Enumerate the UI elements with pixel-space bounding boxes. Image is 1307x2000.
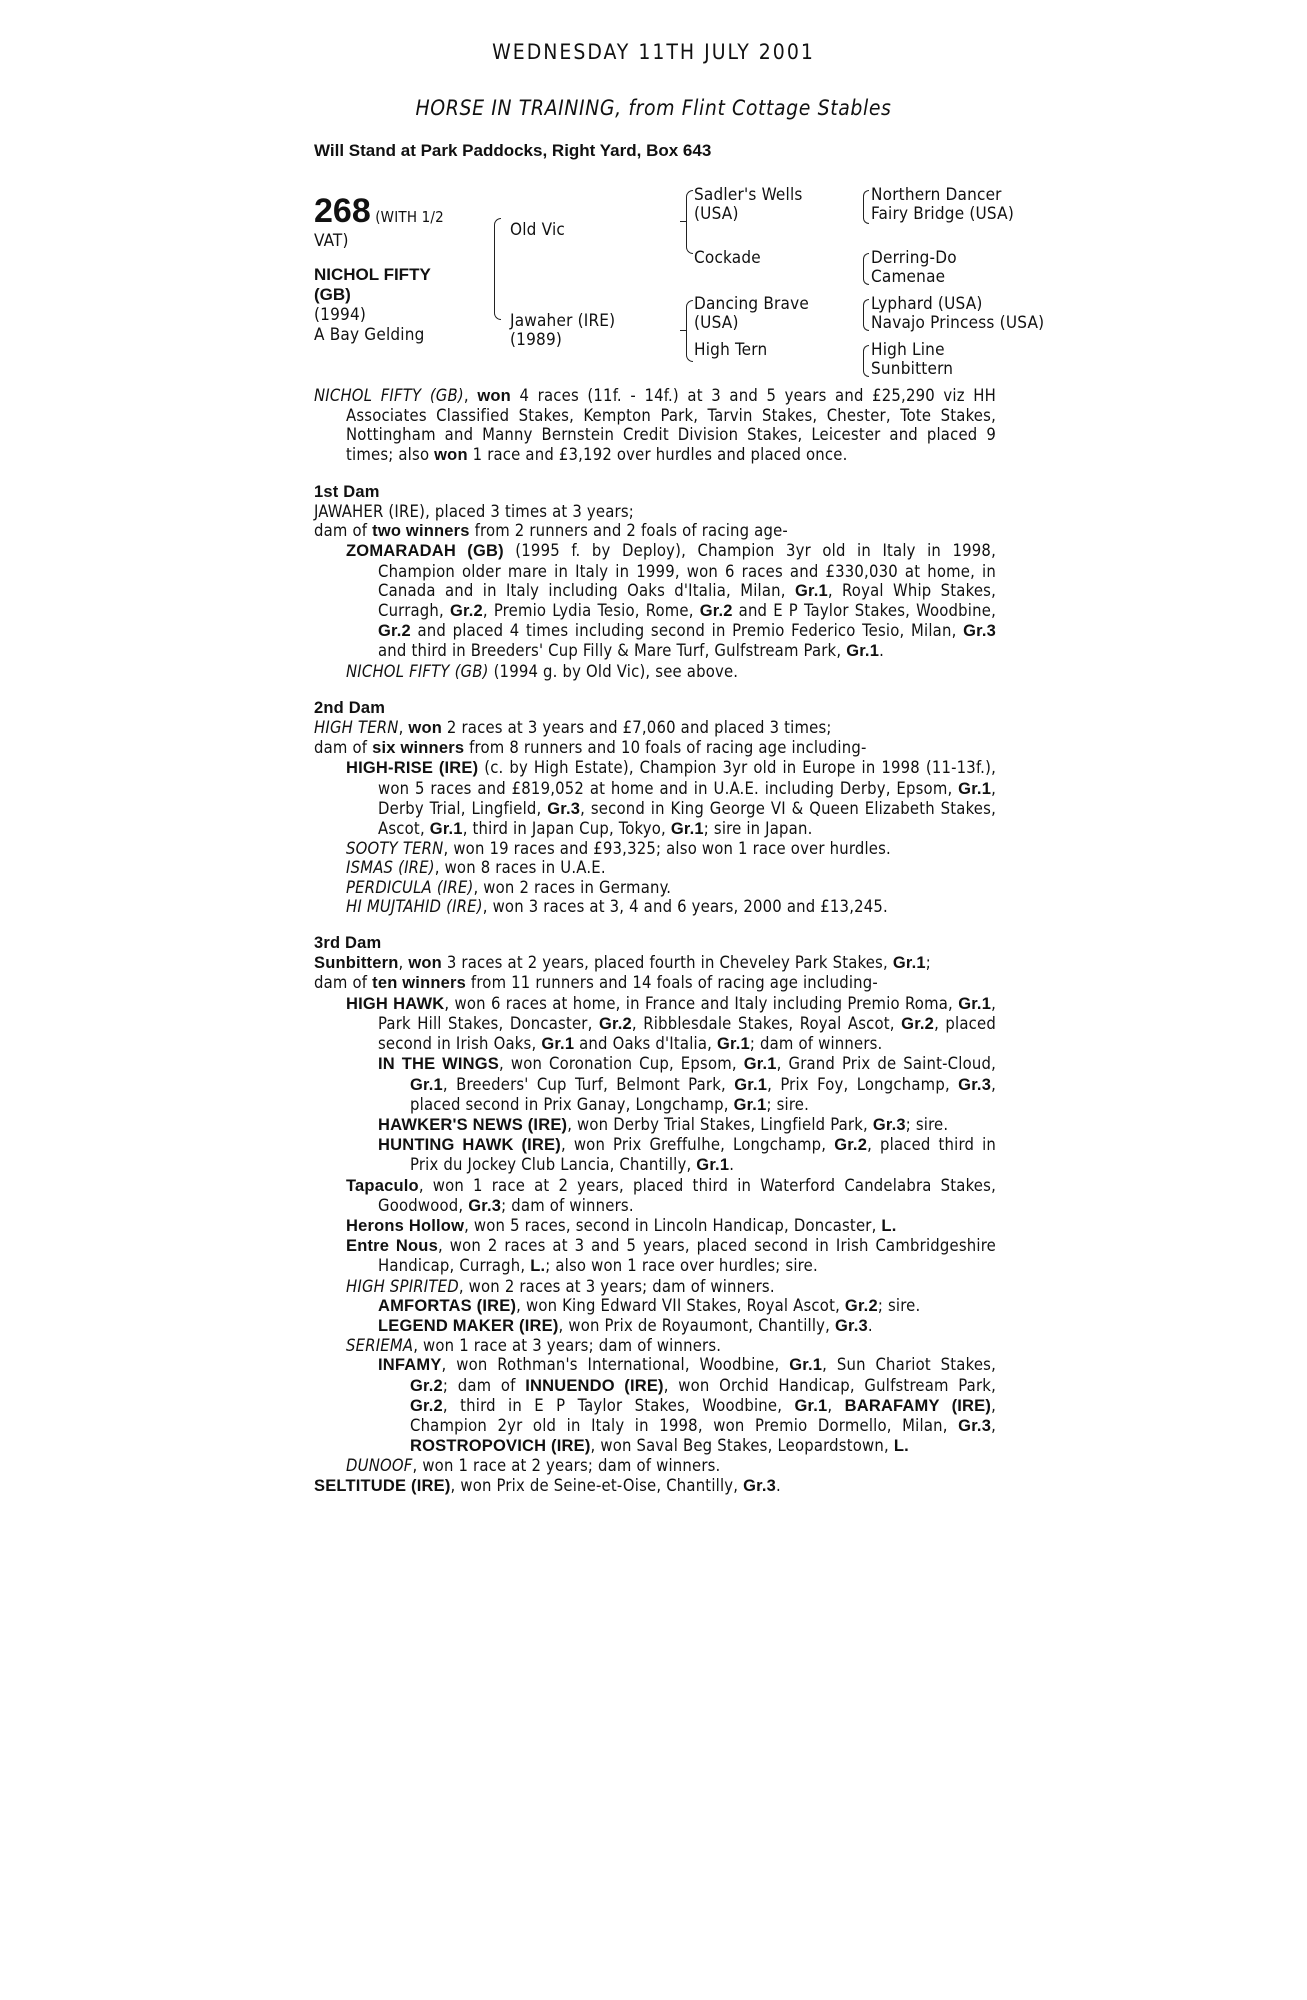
text: dam of	[314, 973, 373, 993]
text: , won 6 races at home, in France and Italy including Premio Roma,	[444, 993, 959, 1013]
text: , won King Edward VII Stakes, Royal Ascot,	[516, 1295, 845, 1315]
produce-infamy	[314, 1355, 996, 1456]
grade: Gr.2	[598, 1014, 632, 1033]
catalogue-text	[314, 386, 996, 1496]
text: 2 races at 3 years and £7,060 and placed 3 times;	[442, 718, 832, 738]
won-label: won	[434, 445, 468, 464]
dam-name: Sunbittern	[314, 954, 399, 973]
text: , won 5 races, second in Lincoln Handicap, Doncaster,	[464, 1215, 882, 1235]
record-text: 4 races (11f. - 14f.) at 3 and 5 years and £25,290 viz HH Associates Classified Stakes, Kempton Park, Tarvin Stakes, Chester, Tote Stakes, Nottingham and Manny Bernstein Credit Division Stakes, Leicester and placed 9 times; also	[346, 386, 996, 464]
text: (c. by High Estate), Champion 3yr old in Europe in 1998 (11-13f.), won 5 races and £819,052 at home and in U.A.E. including Derby, Epsom,	[378, 758, 996, 798]
grade: Gr.3	[958, 1075, 992, 1094]
grade: Gr.2	[901, 1014, 935, 1033]
third-dam-produce	[314, 973, 996, 993]
produce-name: IN THE WINGS	[378, 1055, 500, 1074]
produce-hawkers-news	[314, 1115, 996, 1135]
grade: Gr.1	[696, 1156, 730, 1175]
produce-name: HUNTING HAWK (IRE)	[378, 1136, 561, 1155]
grade: Gr.3	[958, 1416, 992, 1435]
pedigree-g3-7: High Line	[871, 340, 945, 360]
listed-grade: L.	[530, 1257, 546, 1276]
produce-name: HI MUJTAHID (IRE)	[346, 896, 483, 916]
grade: Gr.2	[844, 1296, 878, 1315]
listed-grade: L.	[881, 1216, 897, 1235]
brace-point	[680, 221, 686, 222]
brace-dam-side	[686, 300, 693, 362]
lot-number: 268	[314, 192, 371, 230]
third-dam-heading: 3rd Dam	[314, 934, 382, 953]
brace-g3	[863, 299, 869, 331]
text: .	[776, 1475, 781, 1495]
grade: Gr.3	[547, 799, 581, 818]
text: , won 8 races in U.A.E.	[434, 858, 606, 878]
produce-name: HAWKER'S NEWS (IRE)	[378, 1115, 568, 1134]
text: ,	[827, 1395, 845, 1415]
text: , third in E P Taylor Stakes, Woodbine,	[442, 1395, 795, 1415]
text: , won Derby Trial Stakes, Lingfield Park,	[567, 1114, 873, 1134]
first-dam-heading: 1st Dam	[314, 482, 380, 501]
text: , won 2 races in Germany.	[473, 877, 672, 897]
text: , won Prix Greffulhe, Longchamp,	[560, 1135, 835, 1155]
text: , won Rothman's International, Woodbine,	[441, 1355, 790, 1375]
text: , placed second in Irish Oaks,	[378, 1013, 996, 1054]
text: ;	[925, 953, 931, 973]
pedigree-dam-year: (1989)	[510, 330, 563, 350]
lot-vat-note: (WITH 1/2	[375, 208, 444, 226]
text: , placed third in Prix du Jockey Club Lancia, Chantilly,	[410, 1135, 997, 1175]
produce-high-rise	[314, 758, 996, 839]
grade: Gr.3	[834, 1316, 868, 1335]
grade: Gr.2	[378, 622, 411, 641]
race-record: NICHOL FIFTY (GB), won 4 races (11f. - 14f.) at 3 and 5 years and £25,290 viz HH Associates Classified Stakes, Kempton Park, Tarvin Stakes, Chester, Tote Stakes, Nottingham and Manny Bernstein Credit Division Stakes, Leicester and placed 9 times; also won 1 race and £3,192 over hurdles and placed once.	[314, 386, 996, 464]
produce-name: Herons Hollow	[346, 1216, 465, 1235]
text: , won 19 races and £93,325; also won 1 race over hurdles.	[443, 839, 891, 859]
pedigree-g3-4: Camenae	[871, 267, 946, 287]
produce-herons-hollow	[314, 1216, 996, 1236]
produce-name: Tapaculo	[346, 1176, 419, 1195]
text: , won 1 race at 3 years; dam of winners.	[413, 1336, 722, 1356]
brace-sire-side	[686, 190, 693, 254]
produce-name: NICHOL FIFTY (GB)	[346, 661, 489, 681]
grade: Gr.1	[733, 1095, 767, 1114]
grade: Gr.1	[958, 994, 992, 1013]
produce-name: PERDICULA (IRE)	[346, 877, 474, 897]
pedigree-g3-6: Navajo Princess (USA)	[871, 313, 1045, 333]
text: dam of	[314, 738, 373, 758]
horse-name-ref: NICHOL FIFTY (GB)	[314, 386, 464, 405]
text: , second in King George VI & Queen Elizabeth Stakes, Ascot,	[378, 798, 996, 839]
produce-sooty-tern	[314, 839, 996, 858]
brace-g3	[863, 190, 869, 224]
grade: Gr.1	[794, 1396, 828, 1415]
produce-name: SOOTY TERN	[346, 839, 444, 859]
text: , won Saval Beg Stakes, Leopardstown,	[590, 1436, 894, 1456]
produce-high-spirited	[314, 1277, 996, 1296]
pedigree-g3-3: Derring-Do	[871, 248, 957, 268]
text: ; sire.	[877, 1295, 921, 1315]
text: dam of	[314, 521, 373, 541]
text: and placed 4 times including second in Premio Federico Tesio, Milan,	[410, 621, 964, 641]
produce-name: DUNOOF	[346, 1456, 413, 1476]
produce-seriema	[314, 1336, 996, 1355]
grade: Gr.2	[410, 1396, 443, 1415]
pedigree-dam-dam: High Tern	[694, 340, 768, 360]
produce-name: LEGEND MAKER (IRE)	[378, 1316, 559, 1335]
text: ; sire in Japan.	[703, 819, 813, 839]
grade: Gr.1	[410, 1075, 443, 1094]
text: , won 3 races at 3, 4 and 6 years, 2000 and £13,245.	[482, 896, 888, 916]
produce-name: BARAFAMY (IRE)	[844, 1396, 992, 1415]
horse-name: NICHOL FIFTY	[314, 265, 431, 284]
text: , won Orchid Handicap, Gulfstream Park,	[663, 1375, 996, 1395]
text: and E P Taylor Stakes, Woodbine,	[732, 601, 996, 621]
produce-name: ISMAS (IRE)	[346, 858, 435, 878]
grade: Gr.3	[872, 1115, 906, 1134]
text: , Prix Foy, Longchamp,	[767, 1074, 959, 1094]
produce-hunting-hawk	[314, 1135, 996, 1175]
text: from 11 runners and 14 foals of racing age including-	[466, 973, 878, 993]
text: , placed second in Prix Ganay, Longchamp,	[410, 1074, 996, 1114]
winners-count: two winners	[372, 522, 470, 541]
pedigree-sire-sire-country: (USA)	[694, 204, 739, 224]
text: , Derby Trial, Lingfield,	[378, 778, 996, 818]
text: (1994 g. by Old Vic), see above.	[488, 661, 739, 681]
text: , Breeders' Cup Turf, Belmont Park,	[442, 1074, 735, 1094]
grade: Gr.1	[789, 1356, 823, 1375]
text: , won 1 race at 2 years, placed third in Waterford Candelabra Stakes, Goodwood,	[378, 1175, 996, 1215]
produce-name: SERIEMA	[346, 1336, 414, 1356]
produce-legend-maker	[314, 1316, 996, 1336]
grade: Gr.1	[734, 1075, 768, 1094]
produce-name: HIGH SPIRITED	[346, 1276, 459, 1296]
grade: Gr.2	[699, 602, 733, 621]
grade: Gr.1	[958, 779, 992, 798]
text: , won Coronation Cup, Epsom,	[499, 1054, 744, 1074]
text: and third in Breeders' Cup Filly & Mare Turf, Gulfstream Park,	[378, 641, 847, 661]
text: ; sire.	[766, 1094, 810, 1114]
produce-nichol-fifty	[314, 662, 996, 681]
produce-entre-nous	[314, 1236, 996, 1276]
pedigree-sire-dam: Cockade	[694, 248, 761, 268]
text: ; dam of winners.	[749, 1034, 883, 1054]
produce-perdicula	[314, 878, 996, 897]
text: ; dam of winners.	[501, 1195, 634, 1215]
grade: Gr.1	[670, 820, 704, 839]
won-label: won	[477, 387, 511, 405]
produce-name: ZOMARADAH (GB)	[346, 542, 504, 561]
text: 3 races at 2 years, placed fourth in Cheveley Park Stakes,	[441, 953, 893, 973]
text: , Royal Whip Stakes, Curragh,	[378, 580, 996, 621]
text: .	[729, 1155, 735, 1175]
grade: Gr.2	[410, 1376, 443, 1395]
text: ; also won 1 race over hurdles; sire.	[545, 1256, 818, 1276]
produce-zomaradah	[314, 541, 996, 661]
pedigree-g3-2: Fairy Bridge (USA)	[871, 204, 1014, 224]
first-dam-line: JAWAHER (IRE), placed 3 times at 3 years;	[314, 502, 634, 522]
won-label: won	[408, 954, 442, 973]
text: .	[867, 1315, 873, 1335]
pedigree-g3-8: Sunbittern	[871, 359, 954, 379]
text: from 2 runners and 2 foals of racing age-	[469, 521, 788, 541]
pedigree-dam-sire: Dancing Brave	[694, 294, 809, 314]
text: , third in Japan Cup, Tokyo,	[462, 819, 671, 839]
winners-count: six winners	[372, 739, 465, 758]
third-dam-line: Sunbittern, won 3 races at 2 years, placed fourth in Cheveley Park Stakes, Gr.1;	[314, 953, 931, 973]
consignor-subtitle: HORSE IN TRAINING, from Flint Cottage Stables	[415, 96, 892, 120]
brace-g3	[863, 345, 869, 377]
produce-name: AMFORTAS (IRE)	[378, 1296, 517, 1315]
produce-dunoof	[314, 1456, 996, 1475]
produce-amfortas	[314, 1296, 996, 1316]
produce-in-the-wings	[314, 1054, 996, 1115]
record-text: 1 race and £3,192 over hurdles and placed once.	[467, 444, 848, 464]
text: , Premio Lydia Tesio, Rome,	[482, 601, 700, 621]
text: and Oaks d'Italia,	[574, 1034, 717, 1054]
text: , Park Hill Stakes, Doncaster,	[378, 993, 997, 1033]
grade: Gr.1	[429, 820, 463, 839]
pedigree-sire-sire: Sadler's Wells	[694, 185, 803, 205]
stable-location: Will Stand at Park Paddocks, Right Yard, Box 643	[314, 141, 712, 160]
text: .	[879, 641, 885, 661]
produce-hi-mujtahid	[314, 897, 996, 916]
grade: Gr.1	[794, 581, 828, 600]
produce-name: INFAMY	[378, 1356, 442, 1375]
lot-vat-note-cont: VAT)	[314, 231, 349, 251]
sale-date: WEDNESDAY 11TH JULY 2001	[492, 40, 815, 64]
horse-foaled: (1994)	[314, 305, 367, 325]
grade: Gr.1	[716, 1035, 750, 1054]
listed-grade: L.	[893, 1437, 909, 1456]
second-dam-line: HIGH TERN, won 2 races at 3 years and £7,060 and placed 3 times;	[314, 718, 832, 738]
produce-ismas	[314, 858, 996, 877]
brace-generation-1	[494, 218, 501, 320]
text: , Grand Prix de Saint-Cloud,	[776, 1054, 996, 1074]
text: ; sire.	[905, 1114, 949, 1134]
grade: Gr.2	[449, 602, 483, 621]
grade: Gr.3	[743, 1476, 777, 1495]
produce-high-hawk	[314, 994, 996, 1055]
text: (1995 f. by Deploy), Champion 3yr old in Italy in 1998, Champion older mare in Italy in 1999, won 6 races and £330,030 at home, in Canada and in Italy including Oaks d'Italia, Milan,	[378, 541, 996, 600]
text: , won Prix de Royaumont, Chantilly,	[558, 1315, 835, 1335]
grade: Gr.2	[834, 1136, 868, 1155]
text: ,	[991, 1415, 996, 1435]
grade: Gr.1	[541, 1035, 575, 1054]
pedigree-g3-5: Lyphard (USA)	[871, 294, 983, 314]
produce-name: HIGH HAWK	[346, 994, 445, 1013]
pedigree-dam-sire-country: (USA)	[694, 313, 739, 333]
text: , won 2 races at 3 and 5 years, placed second in Irish Cambridgeshire Handicap, Curragh,	[378, 1236, 996, 1276]
brace-g3	[863, 253, 869, 285]
won-label: won	[408, 719, 443, 738]
pedigree-sire: Old Vic	[510, 220, 565, 240]
produce-name: Entre Nous	[346, 1237, 438, 1256]
grade: Gr.1	[846, 642, 880, 661]
produce-name: SELTITUDE (IRE)	[314, 1476, 451, 1495]
text: , won Prix de Seine-et-Oise, Chantilly,	[450, 1475, 744, 1495]
text: , Ribblesdale Stakes, Royal Ascot,	[631, 1013, 902, 1033]
text: , Sun Chariot Stakes,	[822, 1355, 996, 1375]
second-dam-produce	[314, 738, 996, 758]
produce-name: INNUENDO (IRE)	[525, 1376, 664, 1395]
grade: Gr.1	[892, 954, 926, 973]
first-dam-produce	[314, 521, 996, 541]
produce-name: HIGH-RISE (IRE)	[346, 759, 479, 778]
text: ; dam of	[442, 1375, 526, 1395]
text: , won 1 race at 2 years; dam of winners.	[412, 1456, 721, 1476]
dam-name: HIGH TERN	[314, 718, 399, 738]
horse-country: (GB)	[314, 285, 351, 304]
text: , Champion 2yr old in Italy in 1998, won Premio Dormello, Milan,	[410, 1395, 996, 1435]
text: , won 2 races at 3 years; dam of winners.	[458, 1276, 775, 1296]
produce-seltitude	[314, 1476, 996, 1496]
lot-block	[314, 192, 474, 345]
grade: Gr.3	[963, 622, 996, 641]
produce-name: ROSTROPOVICH (IRE)	[410, 1437, 591, 1456]
brace-point	[680, 330, 686, 331]
horse-description: A Bay Gelding	[314, 325, 425, 345]
winners-count: ten winners	[372, 974, 467, 993]
text: from 8 runners and 10 foals of racing age including-	[464, 738, 867, 758]
second-dam-heading: 2nd Dam	[314, 698, 386, 717]
pedigree-g3-1: Northern Dancer	[871, 185, 1002, 205]
produce-tapaculo	[314, 1176, 996, 1216]
grade: Gr.1	[743, 1055, 777, 1074]
pedigree-dam: Jawaher (IRE)	[510, 311, 616, 331]
grade: Gr.3	[468, 1196, 502, 1215]
